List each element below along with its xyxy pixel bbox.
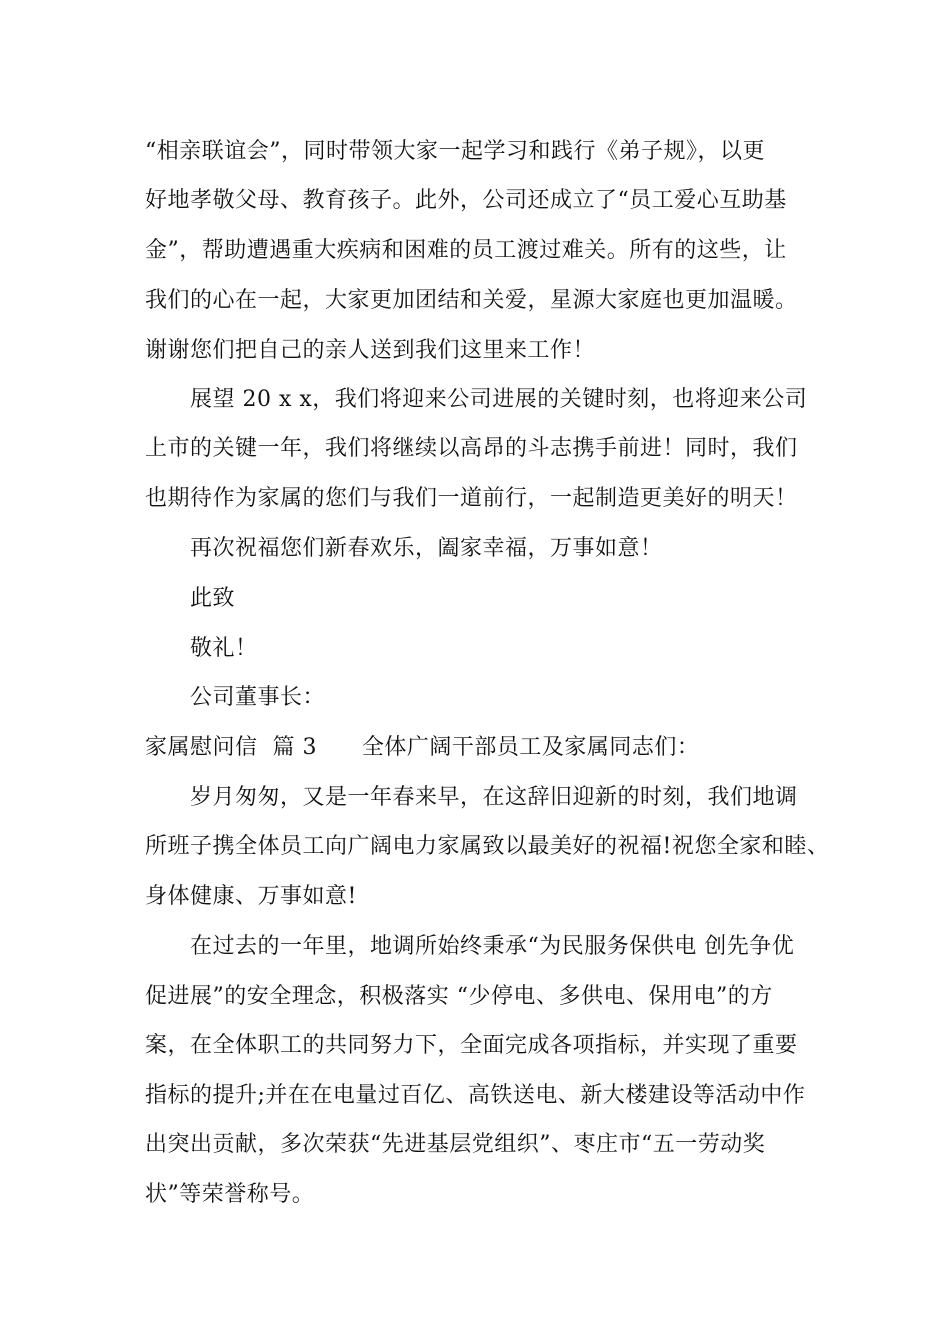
paragraph-line: 上市的关键一年，我们将继续以高昂的斗志携手前进！同时，我们 [145,436,798,461]
paragraph-line: 金”，帮助遭遇重大疾病和困难的员工渡过难关。所有的这些，让 [145,238,787,263]
paragraph-line: 好地孝敬父母、教育孩子。此外，公司还成立了“员工爱心互助基 [145,188,787,213]
paragraph-line: 状”等荣誉称号。 [145,1182,315,1207]
paragraph-line: 身体健康、万事如意! [145,884,357,909]
paragraph-line: 所班子携全体员工向广阔电力家属致以最美好的祝福!祝您全家和睦、 [145,834,830,859]
section-heading: 家属慰问信 篇 3 全体广阔干部员工及家属同志们： [145,735,700,760]
paragraph-line: 促进展”的安全理念，积极落实 “少停电、多供电、保用电”的方 [145,984,773,1009]
paragraph-line: 指标的提升;并在在电量过百亿、高铁送电、新大楼建设等活动中作 [145,1083,806,1108]
paragraph-line: 岁月匆匆，又是一年春来早，在这辞旧迎新的时刻，我们地调 [190,785,798,810]
signature-line: 公司董事长： [190,685,326,710]
paragraph-line: 在过去的一年里，地调所始终秉承“为民服务保供电 创先争优 [190,934,795,959]
paragraph-line: 出突出贡献，多次荣获“先进基层党组织”、枣庄市“五一劳动奖 [145,1132,766,1157]
paragraph-line: “相亲联谊会”，同时带领大家一起学习和践行《弟子规》，以更 [145,139,765,164]
paragraph-line: 谢谢您们把自己的亲人送到我们这里来工作！ [145,338,596,363]
closing-line: 此致 [190,586,236,611]
paragraph-line: 展望 20 x x，我们将迎来公司进展的关键时刻，也将迎来公司 [190,387,808,412]
paragraph-line: 我们的心在一起，大家更加团结和关爱，星源大家庭也更加温暖。 [145,288,798,313]
salutation-line: 敬礼！ [190,636,258,661]
paragraph-line: 案，在全体职工的共同努力下，全面完成各项指标，并实现了重要 [145,1033,798,1058]
greeting-line: 再次祝福您们新春欢乐，阖家幸福，万事如意！ [190,536,663,561]
paragraph-line: 也期待作为家属的您们与我们一道前行，一起制造更美好的明天！ [145,486,798,511]
